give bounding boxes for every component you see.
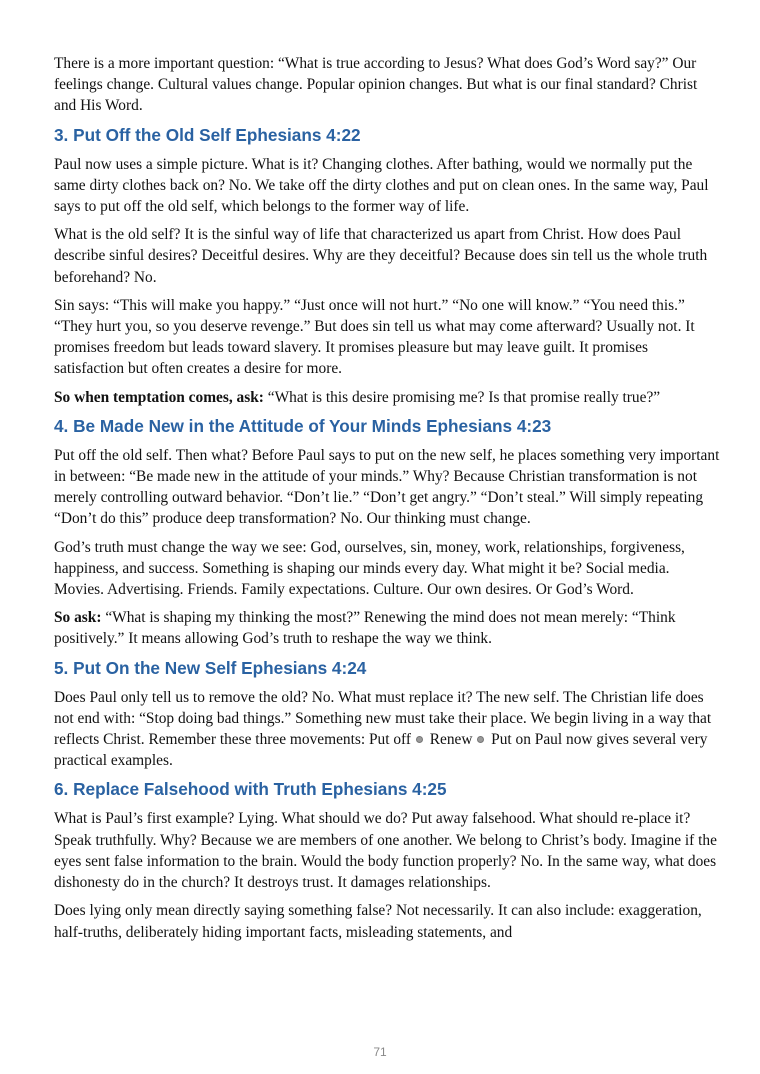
section-3-heading: 3. Put Off the Old Self Ephesians 4:22	[54, 124, 361, 145]
section-3-paragraph-1: Paul now uses a simple picture. What is it? Changing clothes. After bathing, would we normally put the same dirty clothes back on? No. We take off the dirty clothes and put on clean ones. In the same way, Paul says to put off the old self, which belongs to the former way of life.	[54, 155, 709, 216]
paragraph-text: “What is shaping my thinking the most?” Renewing the mind does not mean merely: “Think positively.” It means allowing God’s truth to reshape the way we think.	[54, 609, 676, 648]
section-6-heading: 6. Replace Falsehood with Truth Ephesians 4:25	[54, 779, 447, 800]
paragraph-text: “What is this desire promising me? Is that promise really true?”	[263, 388, 661, 406]
bullet-dot-icon	[477, 736, 484, 743]
paragraph-text: Put on Paul now gives several very practical examples.	[54, 731, 708, 770]
section-3-paragraph-2: What is the old self? It is the sinful way of life that characterized us apart from Christ. How does Paul describe sinful desires? Deceitful desires. Why are they deceitful? Because does sin tell us the whole truth beforehand? No.	[54, 226, 708, 286]
section-6-paragraph-2: Does lying only mean directly saying something false? Not necessarily. It can also include: exaggeration, half-truths, deliberately hiding important facts, misleading statements, and	[54, 902, 702, 941]
section-6-paragraph-1: What is Paul’s first example? Lying. What should we do? Put away falsehood. What should re-place it? Speak truthfully. Why? Because we are members of one another. We belong to Christ’s body. Imagine if the eyes sent false information to the brain. Would the body function properly? No. In the same way, what does dishonesty do in the church? It destroys trust. It damages relationships.	[54, 810, 717, 892]
bold-lead: So ask:	[54, 609, 102, 627]
section-4-paragraph-2: God’s truth must change the way we see: God, ourselves, sin, money, work, relationships, forgiveness, happiness, and success. Something is shaping our minds every day. What might it be? Social media. Movies. Advertising. Friends. Family expectations. Culture. Our own desires. Or God’s Word.	[54, 538, 685, 599]
section-3-paragraph-3: Sin says: “This will make you happy.” “Just once will not hurt.” “No one will know.” “You need this.” “They hurt you, so you deserve revenge.” But does sin tell us what may come afterward? Usually not. It promises freedom but leads toward slavery. It promises pleasure but may leave guilt. It promises satisfaction but often creates a desire for more.	[54, 296, 695, 378]
bullet-dot-icon	[416, 736, 423, 743]
section-5-paragraph-1	[54, 687, 720, 772]
paragraph-text: Does Paul only tell us to remove the old? No. What must replace it? The new self. The Christian life does not end with: “Stop doing bad things.” Something new must take their place. We begin living in a way that reflects Christ. Remember these three movements: Put off	[54, 688, 712, 749]
intro-paragraph: There is a more important question: “What is true according to Jesus? What does God’s Word say?” Our feelings change. Cultural values change. Popular opinion changes. But what is our final standard? Christ and His Word.	[54, 55, 698, 115]
section-3-paragraph-4	[54, 387, 720, 408]
section-5-heading: 5. Put On the New Self Ephesians 4:24	[54, 657, 367, 678]
bold-lead: So when temptation comes, ask:	[54, 388, 264, 406]
section-4-paragraph-1: Put off the old self. Then what? Before Paul says to put on the new self, he places something very important in between: “Be made new in the attitude of your minds.” Why? Because Christian transformation is not merely controlling outward behavior. “Don’t lie.” “Don’t get angry.” “Don’t steal.” Will simply repeating “Don’t do this” produce deep transformation? No. Our thinking must change.	[54, 446, 720, 528]
paragraph-text: Renew	[425, 731, 477, 749]
section-4-heading: 4. Be Made New in the Attitude of Your Minds Ephesians 4:23	[54, 415, 552, 436]
page-number: 71	[373, 1045, 387, 1059]
section-4-paragraph-3	[54, 607, 720, 649]
